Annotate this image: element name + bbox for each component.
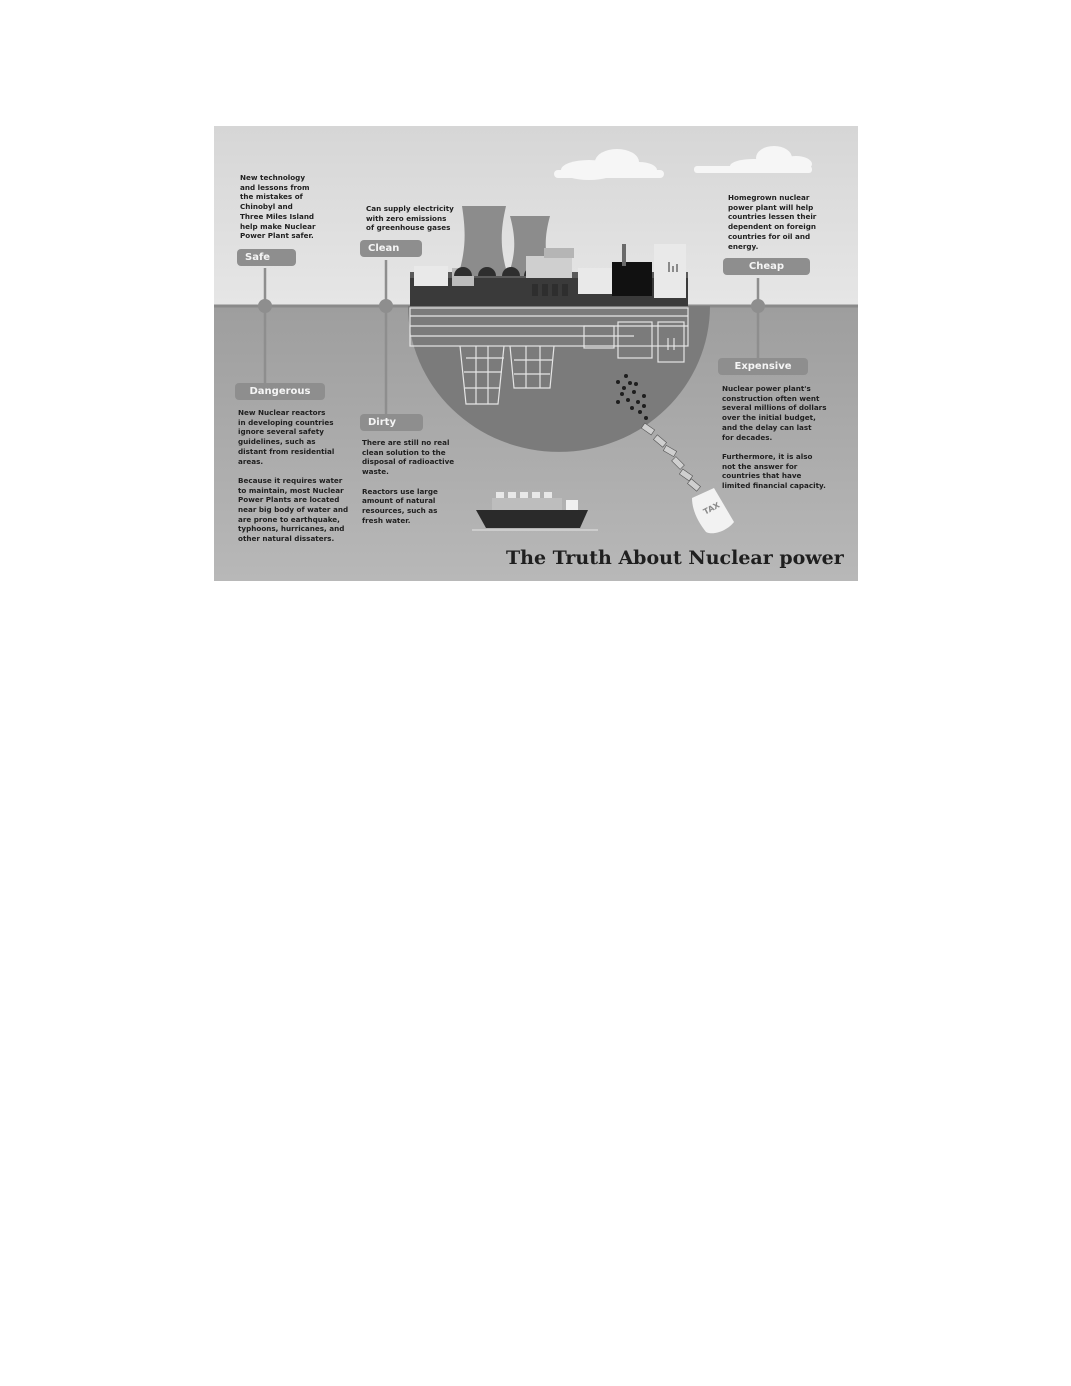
poster-title: The Truth About Nuclear power — [506, 547, 844, 569]
expensive-description: Nuclear power plant's construction often went several millions of dollars over the initial budget, and the delay can last for decades. Furthermore, it is also not the answer for countries that have limited financial capacity. — [722, 384, 827, 491]
safe-label: Safe — [237, 249, 296, 266]
cheap-label: Cheap — [723, 258, 810, 275]
connector-dot — [258, 299, 272, 313]
expensive-label: Expensive — [718, 358, 808, 375]
dirty-label: Dirty — [360, 414, 423, 431]
clean-label: Clean — [360, 240, 422, 257]
cheap-description: Homegrown nuclear power plant will help countries lessen their dependent on foreign countries for oil and energy. — [728, 193, 817, 251]
dirty-description: There are still no real clean solution to the disposal of radioactive waste. Reactors use large amount of natural resources, such as fresh water. — [362, 438, 455, 525]
safe-description: New technology and lessons from the mistakes of Chinobyl and Three Miles Island help make Nuclear Power Plant safer. — [240, 173, 316, 241]
connector-dot — [751, 299, 765, 313]
clean-description: Can supply electricity with zero emissions of greenhouse gases — [366, 204, 454, 233]
tax-bag-label: TAX — [701, 500, 722, 517]
dangerous-description: New Nuclear reactors in developing countries ignore several safety guidelines, such as distant from residential areas. Because it requires water to maintain, most Nuclear Power Plants are located near big body of water and are prone to earthquake, typhoons, hurricanes, and other natural dissaters. — [238, 408, 349, 544]
connector-dot — [379, 299, 393, 313]
nuclear-infographic — [214, 126, 858, 581]
dangerous-label: Dangerous — [235, 383, 325, 400]
